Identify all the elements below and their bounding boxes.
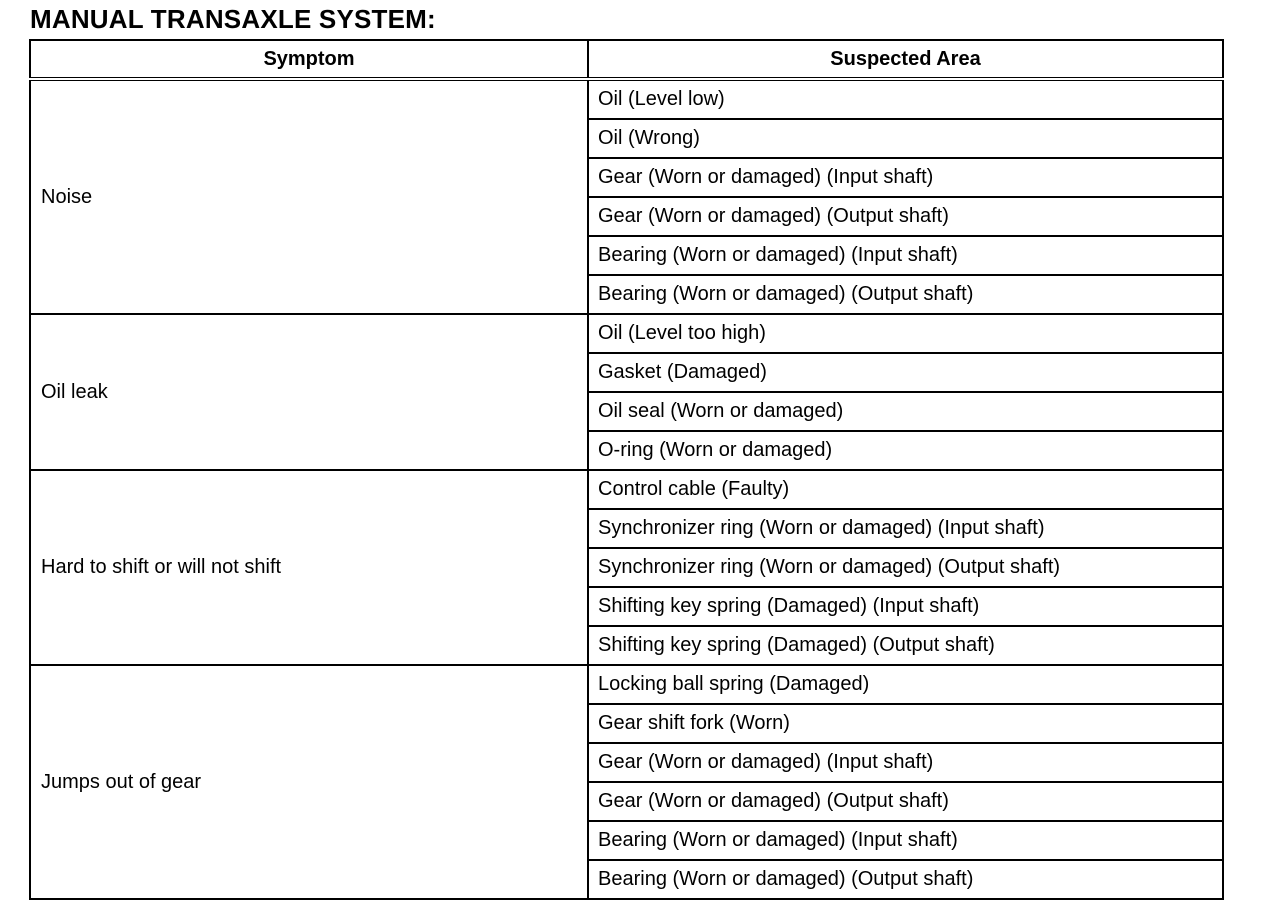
suspected-area-cell: O-ring (Worn or damaged) [588, 431, 1223, 470]
suspected-area-cell: Gear (Worn or damaged) (Output shaft) [588, 197, 1223, 236]
table-row [30, 314, 1223, 353]
suspected-area-cell: Oil seal (Worn or damaged) [588, 392, 1223, 431]
suspected-area-cell: Gear (Worn or damaged) (Input shaft) [588, 743, 1223, 782]
header-row [30, 40, 1223, 79]
suspected-area-cell: Shifting key spring (Damaged) (Output shaft) [588, 626, 1223, 665]
symptom-cell: Noise [30, 79, 588, 314]
suspected-area-cell: Gear (Worn or damaged) (Output shaft) [588, 782, 1223, 821]
suspected-area-cell: Shifting key spring (Damaged) (Input shaft) [588, 587, 1223, 626]
symptom-cell: Jumps out of gear [30, 665, 588, 899]
symptom-cell: Oil leak [30, 314, 588, 470]
suspected-area-cell: Synchronizer ring (Worn or damaged) (Output shaft) [588, 548, 1223, 587]
table-row [30, 470, 1223, 509]
table-row [30, 665, 1223, 704]
suspected-area-cell: Locking ball spring (Damaged) [588, 665, 1223, 704]
suspected-area-cell: Bearing (Worn or damaged) (Output shaft) [588, 860, 1223, 899]
suspected-area-cell: Gear (Worn or damaged) (Input shaft) [588, 158, 1223, 197]
suspected-area-cell: Oil (Wrong) [588, 119, 1223, 158]
suspected-area-cell: Bearing (Worn or damaged) (Input shaft) [588, 236, 1223, 275]
symptom-column-header: Symptom [30, 40, 588, 79]
suspected-area-cell: Synchronizer ring (Worn or damaged) (Input shaft) [588, 509, 1223, 548]
table-row [30, 79, 1223, 119]
suspected-area-cell: Bearing (Worn or damaged) (Output shaft) [588, 275, 1223, 314]
suspected-area-cell: Gear shift fork (Worn) [588, 704, 1223, 743]
page-title: MANUAL TRANSAXLE SYSTEM: [30, 4, 436, 34]
suspected-area-cell: Control cable (Faulty) [588, 470, 1223, 509]
suspected-area-column-header: Suspected Area [588, 40, 1223, 79]
suspected-area-cell: Bearing (Worn or damaged) (Input shaft) [588, 821, 1223, 860]
suspected-area-cell: Oil (Level low) [588, 79, 1223, 119]
suspected-area-cell: Oil (Level too high) [588, 314, 1223, 353]
troubleshooting-table [29, 39, 1224, 900]
symptom-cell: Hard to shift or will not shift [30, 470, 588, 665]
suspected-area-cell: Gasket (Damaged) [588, 353, 1223, 392]
